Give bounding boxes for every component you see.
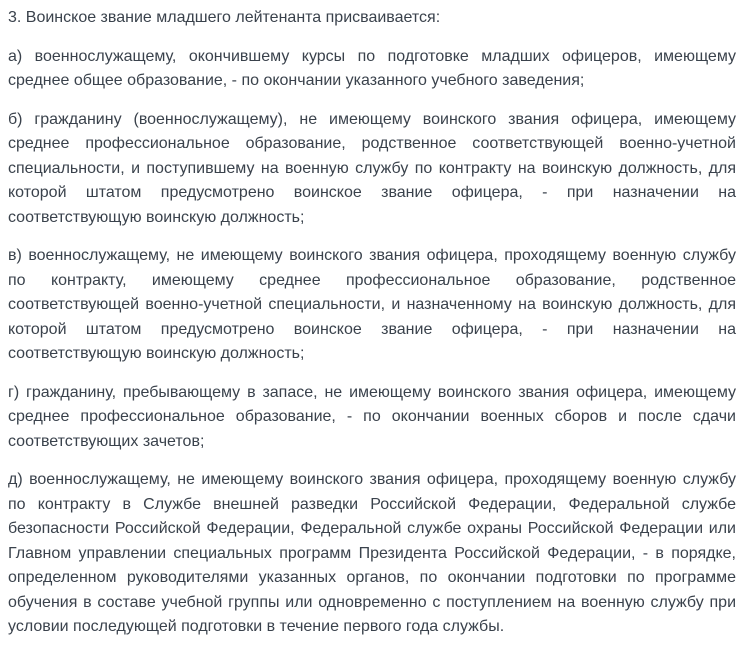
document-heading: 3. Воинское звание младшего лейтенанта присваивается: xyxy=(8,9,441,26)
paragraph-item-d: д) военнослужащему, не имеющему воинского звания офицера, проходящему военную службу по контракту в Службе внешней разведки Российской Федерации, Федеральной службе безопасности Российской Федерации, Федеральной службе охраны Российской Федерации или Главном управлении специальных программ Президента Российской Федерации, - в порядке, определенном руководителями указанных органов, по окончании подготовки по программе обучения в составе учебной группы или одновременно с поступлением на военную службу при условии последующей подготовки в течение первого года службы. xyxy=(8,471,736,635)
paragraph-item-b: б) гражданину (военнослужащему), не имеющему воинского звания офицера, имеющему среднее профессиональное образование, родственное соответствующей военно-учетной специальности, и поступившему на военную службу по контракту на воинскую должность, для которой штатом предусмотрено воинское звание офицера, - при назначении на соответствующую воинскую должность; xyxy=(8,110,736,226)
document-body xyxy=(8,6,736,640)
paragraph-item-g: г) гражданину, пребывающему в запасе, не имеющему воинского звания офицера, имеющему среднее профессиональное образование, - по окончании военных сборов и после сдачи соответствующих зачетов; xyxy=(8,383,736,450)
paragraph-item-v: в) военнослужащему, не имеющему воинского звания офицера, проходящему военную службу по контракту, имеющему среднее профессиональное образование, родственное соответствующей военно-учетной специальности, и назначенному на воинскую должность, для которой штатом предусмотрено воинское звание офицера, - при назначении на соответствующую воинскую должность; xyxy=(8,247,736,362)
paragraph-item-a: а) военнослужащему, окончившему курсы по подготовке младших офицеров, имеющему среднее общее образование, - по окончании указанного учебного заведения; xyxy=(8,47,736,89)
